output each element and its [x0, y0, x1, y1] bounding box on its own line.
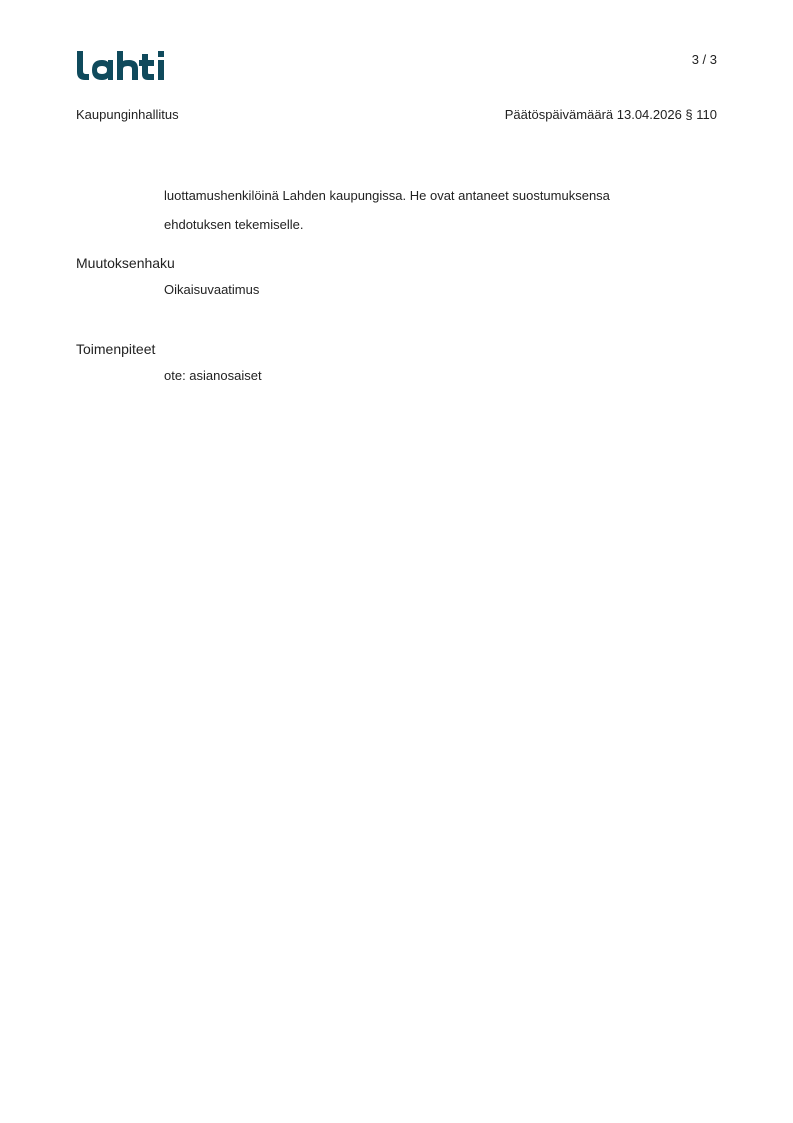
decision-date-section: Päätöspäivämäärä 13.04.2026 § 110 — [504, 107, 717, 122]
body-line: ehdotuksen tekemiselle. — [164, 217, 304, 232]
section-content-muutoksenhaku: Oikaisuvaatimus — [164, 282, 260, 297]
section-heading-toimenpiteet: Toimenpiteet — [76, 341, 156, 357]
page-number: 3 / 3 — [691, 52, 717, 67]
body-line: luottamushenkilöinä Lahden kaupungissa. He ovat antaneet suostumuksensa — [164, 188, 610, 203]
body-paragraph — [164, 181, 719, 239]
lahti-logo — [76, 48, 168, 82]
section-content-toimenpiteet: ote: asianosaiset — [164, 368, 262, 383]
lahti-logo-icon — [76, 48, 168, 82]
section-heading-muutoksenhaku: Muutoksenhaku — [76, 255, 175, 271]
organization-name: Kaupunginhallitus — [76, 107, 179, 122]
